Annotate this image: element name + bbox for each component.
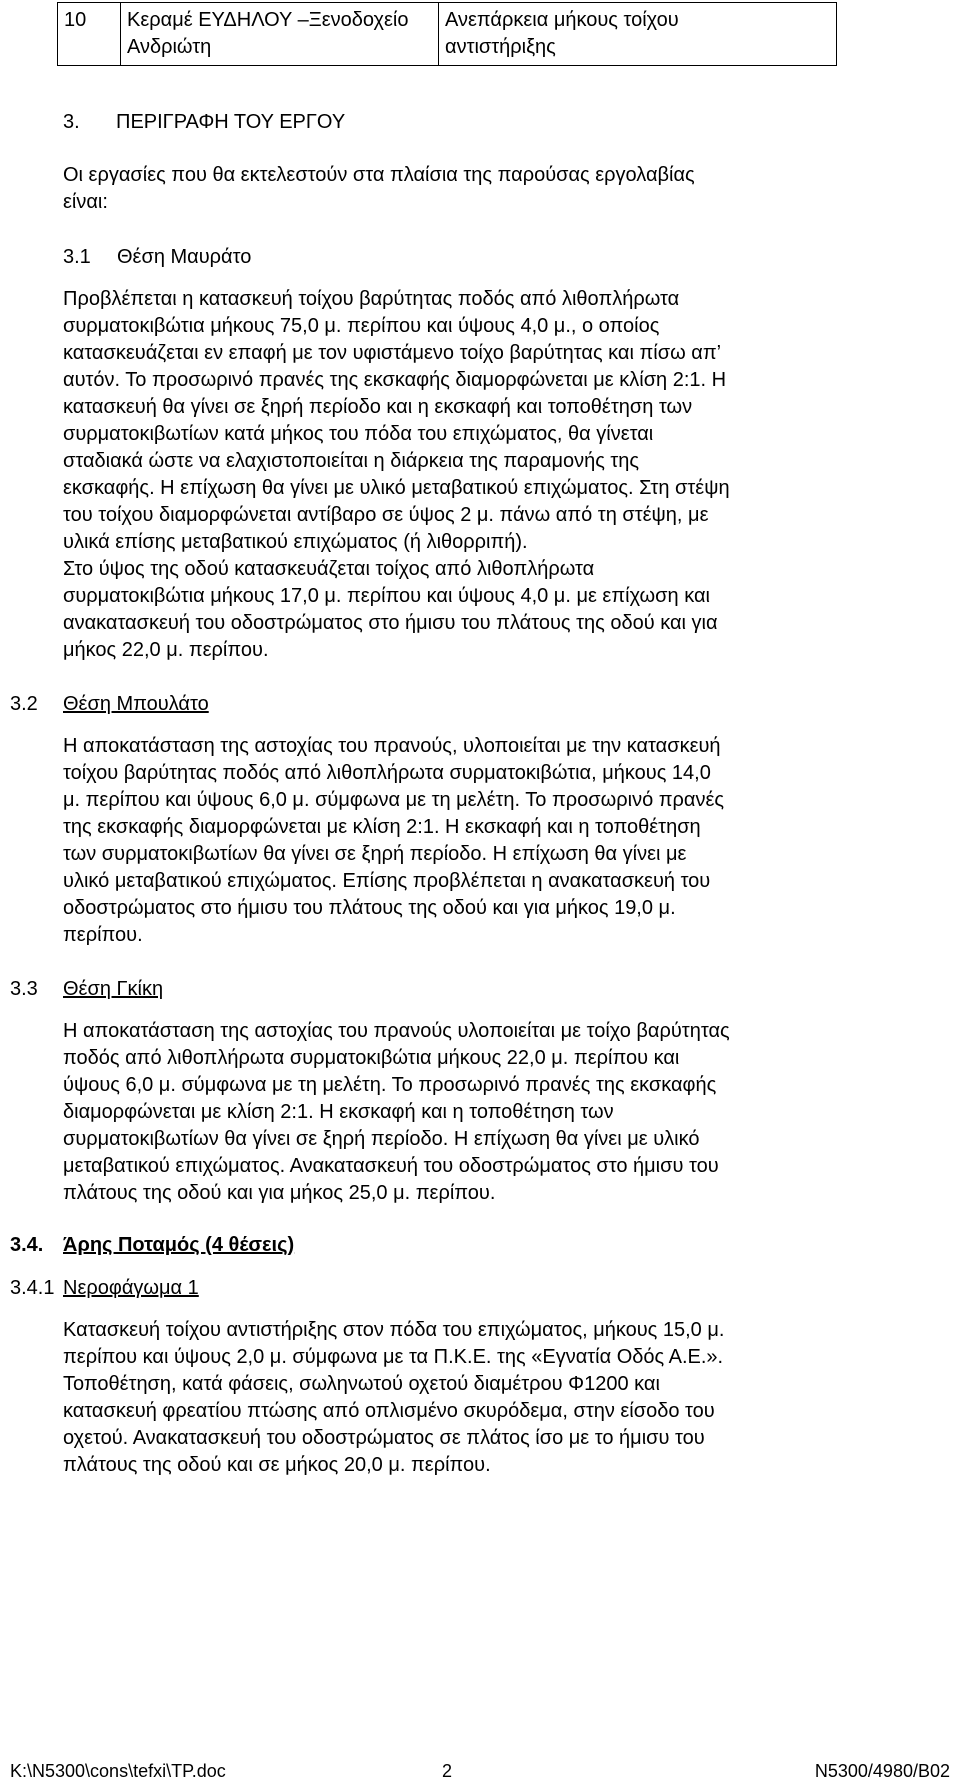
problem-line-2: αντιστήριξης: [445, 36, 556, 58]
paragraph-line: πλάτους της οδού και σε μήκος 20,0 μ. περίπου.: [63, 1454, 491, 1476]
paragraph-line: πλάτους της οδού και για μήκος 25,0 μ. περίπου.: [63, 1182, 496, 1204]
paragraph-line: ανακατασκευή του οδοστρώματος στο ήμισυ του πλάτους της οδού και για: [63, 612, 718, 634]
paragraph-line: Κατασκευή τοίχου αντιστήριξης στον πόδα του επιχώματος, μήκους 15,0 μ.: [63, 1319, 725, 1341]
paragraph-line: συρματοκιβωτίων κατά μήκος του πόδα του επιχώματος, θα γίνεται: [63, 423, 654, 445]
table-cell-number: [58, 3, 121, 66]
section-number: 3.: [63, 111, 80, 133]
paragraph-line: Η αποκατάσταση της αστοχίας του πρανούς, υλοποιείται με την κατασκευή: [63, 735, 721, 757]
paragraph-line: σταδιακά ώστε να ελαχιστοποιείται η διάρκεια της παραμονής της: [63, 450, 640, 472]
paragraph-line: συρματοκιβώτια μήκους 75,0 μ. περίπου και ύψους 4,0 μ., ο οποίος: [63, 315, 660, 337]
subsection-number: 3.2: [10, 693, 38, 715]
paragraph-line: κατασκευάζεται εν επαφή με τον υφιστάμενο τοίχο βαρύτητας και πίσω απ’: [63, 342, 722, 364]
subsection-title: Άρης Ποταμός (4 θέσεις): [63, 1234, 295, 1256]
paragraph-line: τοίχου βαρύτητας ποδός από λιθοπλήρωτα συρματοκιβώτια, μήκους 14,0: [63, 762, 711, 784]
intro-line: είναι:: [63, 191, 108, 213]
paragraph-line: Προβλέπεται η κατασκευή τοίχου βαρύτητας ποδός από λιθοπλήρωτα: [63, 288, 680, 310]
paragraph-line: κατασκευή θα γίνει σε ξηρή περίοδο και η εκσκαφή και τοποθέτηση των: [63, 396, 693, 418]
paragraph-line: μ. περίπου και ύψους 6,0 μ. σύμφωνα με τη μελέτη. Το προσωρινό πρανές: [63, 789, 725, 811]
paragraph-line: Τοποθέτηση, κατά φάσεις, σωληνωτού οχετού διαμέτρου Φ1200 και: [63, 1373, 660, 1395]
subsection-number: 3.4.: [10, 1234, 44, 1256]
paragraph-line: μήκος 22,0 μ. περίπου.: [63, 639, 269, 661]
paragraph-line: συρματοκιβώτια μήκους 17,0 μ. περίπου και ύψους 4,0 μ. με επίχωση και: [63, 585, 710, 607]
location-line-2: Ανδριώτη: [127, 36, 212, 58]
paragraph-line: ύψους 6,0 μ. σύμφωνα με τη μελέτη. Το προσωρινό πρανές της εκσκαφής: [63, 1074, 717, 1096]
intro-line: Οι εργασίες που θα εκτελεστούν στα πλαίσια της παρούσας εργολαβίας: [63, 164, 695, 186]
paragraph-line: της εκσκαφής διαμορφώνεται με κλίση 2:1. Η εκσκαφή και η τοποθέτηση: [63, 816, 701, 838]
paragraph-line: των συρματοκιβωτίων θα γίνει σε ξηρή περίοδο. Η επίχωση θα γίνει με: [63, 843, 687, 865]
subsection-number: 3.3: [10, 978, 38, 1000]
paragraph-line: διαμορφώνεται με κλίση 2:1. Η εκσκαφή και η τοποθέτηση των: [63, 1101, 614, 1123]
table-cell-location: [121, 3, 439, 66]
paragraph-line: ποδός από λιθοπλήρωτα συρματοκιβώτια μήκους 22,0 μ. περίπου και: [63, 1047, 680, 1069]
paragraph-line: Στο ύψος της οδού κατασκευάζεται τοίχος από λιθοπλήρωτα: [63, 558, 595, 580]
paragraph-line: συρματοκιβωτίων θα γίνει σε ξηρή περίοδο. Η επίχωση θα γίνει με υλικό: [63, 1128, 700, 1150]
paragraph-line: αυτόν. Το προσωρινό πρανές της εκσκαφής διαμορφώνεται με κλίση 2:1. Η: [63, 369, 727, 391]
location-line-1: Κεραμέ ΕΥΔΗΛΟΥ –Ξενοδοχείο: [127, 9, 409, 31]
paragraph-line: υλικά επίσης μεταβατικού επιχώματος (ή λιθορριπή).: [63, 531, 528, 553]
footer-file-path: K:\N5300\cons\tefxi\TP.doc: [10, 1761, 226, 1781]
paragraph-line: μεταβατικού επιχώματος. Ανακατασκευή του οδοστρώματος στο ήμισυ του: [63, 1155, 719, 1177]
subsection-title: Θέση Μαυράτο: [117, 246, 252, 268]
problem-line-1: Ανεπάρκεια μήκους τοίχου: [445, 9, 679, 31]
subsection-title: Νεροφάγωμα 1: [63, 1277, 199, 1299]
paragraph-line: περίπου και ύψους 2,0 μ. σύμφωνα με τα Π.Κ.Ε. της «Εγνατία Οδός Α.Ε.».: [63, 1346, 724, 1368]
paragraph-line: οχετού. Ανακατασκευή του οδοστρώματος σε πλάτος ίσο με το ήμισυ του: [63, 1427, 705, 1449]
subsection-number: 3.4.1: [10, 1277, 55, 1299]
paragraph-line: Η αποκατάσταση της αστοχίας του πρανούς υλοποιείται με τοίχο βαρύτητας: [63, 1020, 730, 1042]
footer-page-number: 2: [442, 1761, 453, 1781]
paragraph-line: εκσκαφής. Η επίχωση θα γίνει με υλικό μεταβατικού επιχώματος. Στη στέψη: [63, 477, 730, 499]
paragraph-line: οδοστρώματος στο ήμισυ του πλάτους της οδού και για μήκος 19,0 μ.: [63, 897, 676, 919]
paragraph-line: περίπου.: [63, 924, 143, 946]
footer-document-code: N5300/4980/B02: [814, 1761, 950, 1781]
paragraph-line: υλικό μεταβατικού επιχώματος. Επίσης προβλέπεται η ανακατασκευή του: [63, 870, 711, 892]
table-cell-problem: [439, 3, 837, 66]
table-row: [58, 3, 837, 66]
subsection-title: Θέση Μπουλάτο: [63, 693, 209, 715]
subsection-title: Θέση Γκίκη: [63, 978, 164, 1000]
project-table: [57, 2, 837, 66]
paragraph-line: κατασκευή φρεατίου πτώσης από οπλισμένο σκυρόδεμα, στην είσοδο του: [63, 1400, 715, 1422]
paragraph-line: του τοίχου διαμορφώνεται αντίβαρο σε ύψος 2 μ. πάνω από τη στέψη, με: [63, 504, 709, 526]
row-number: 10: [64, 9, 87, 31]
subsection-number: 3.1: [63, 246, 91, 268]
section-title: ΠΕΡΙΓΡΑΦΗ ΤΟΥ ΕΡΓΟΥ: [116, 111, 346, 133]
